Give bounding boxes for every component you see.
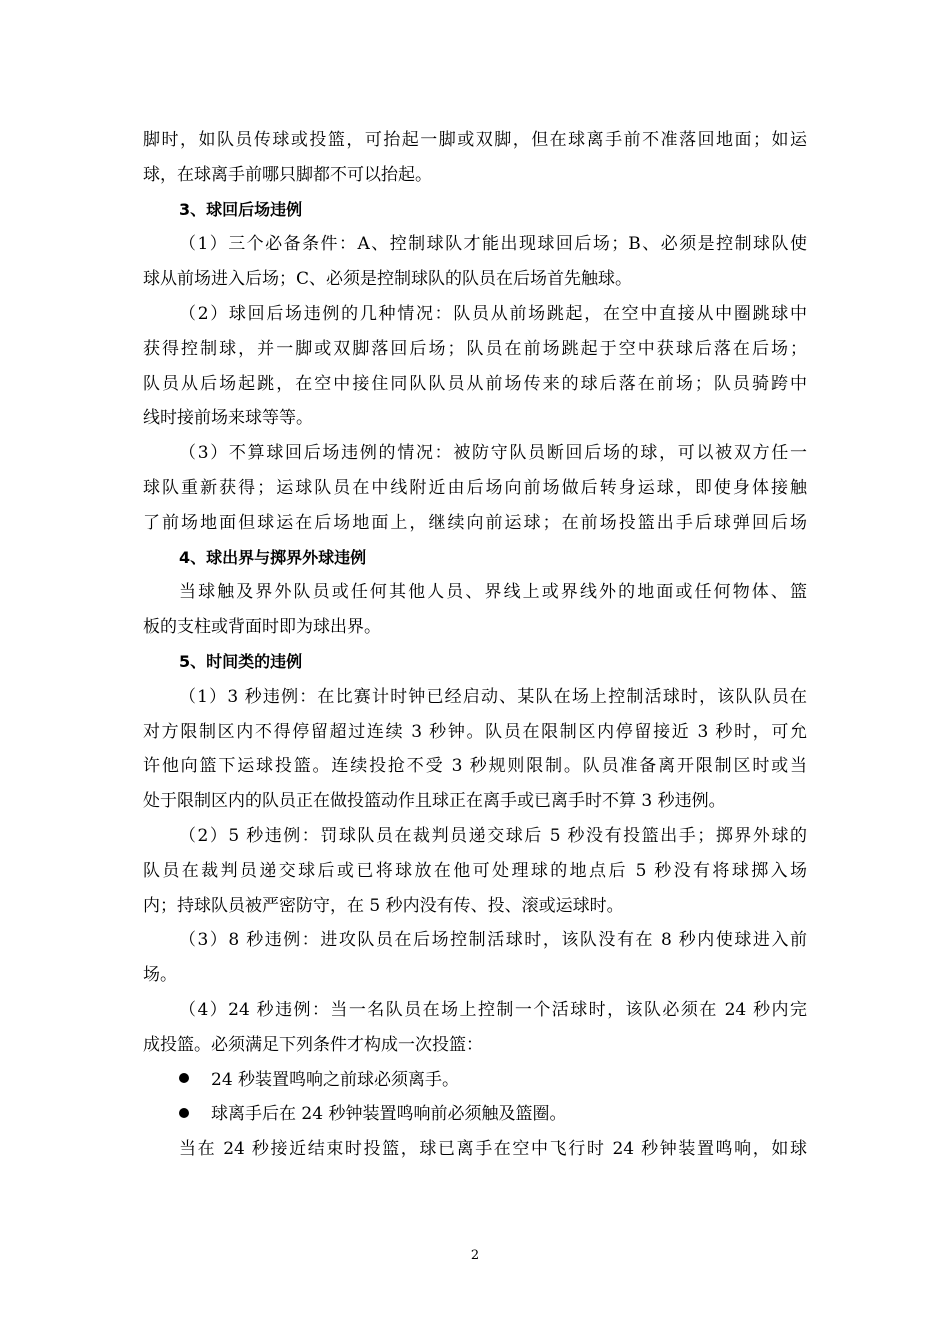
line-text: 许他向篮下运球投篮。连续投抢不受 3 秒规则限制。队员准备离开限制区时或当 <box>143 756 807 777</box>
paragraph-line <box>143 958 807 993</box>
section-heading <box>143 541 807 576</box>
line-text: 24 秒装置鸣响之前球必须离手。 <box>211 1069 460 1090</box>
line-text: 线时接前场来球等等。 <box>143 408 313 429</box>
line-text: （3）不算球回后场违例的情况：被防守队员断回后场的球，可以被双方任一 <box>179 443 807 464</box>
line-text: 队员在裁判员递交球后或已将球放在他可处理球的地点后 5 秒没有将球掷入场 <box>143 860 807 881</box>
paragraph-line <box>143 1132 807 1167</box>
bullet-item <box>143 1097 807 1132</box>
line-text: 3、球回后场违例 <box>179 199 303 219</box>
line-text: （4）24 秒违例：当一名队员在场上控制一个活球时，该队必须在 24 秒内完 <box>179 999 807 1020</box>
paragraph-line <box>143 784 807 819</box>
line-text: 当在 24 秒接近结束时投篮，球已离手在空中飞行时 24 秒钟装置鸣响，如球 <box>179 1139 807 1160</box>
line-text: 球，在球离手前哪只脚都不可以抬起。 <box>143 164 432 185</box>
paragraph-line <box>143 158 807 193</box>
line-text: （1）三个必备条件：A、控制球队才能出现球回后场；B、必须是控制球队使 <box>179 234 807 255</box>
line-text: （2）5 秒违例：罚球队员在裁判员递交球后 5 秒没有投篮出手；掷界外球的 <box>179 825 807 846</box>
line-text: 5、时间类的违例 <box>179 651 303 671</box>
paragraph-line <box>143 889 807 924</box>
bullet-icon <box>179 1108 189 1118</box>
paragraph-line <box>143 262 807 297</box>
document-body <box>143 123 807 1167</box>
page-number: 2 <box>470 1248 480 1263</box>
paragraph-line <box>143 575 807 610</box>
paragraph-line <box>143 332 807 367</box>
line-text: （2）球回后场违例的几种情况：队员从前场跳起，在空中直接从中圈跳球中 <box>179 303 807 324</box>
paragraph-line <box>143 436 807 471</box>
line-text: （1）3 秒违例：在比赛计时钟已经启动、某队在场上控制活球时，该队队员在 <box>179 686 807 707</box>
line-text: 当球触及界外队员或任何其他人员、界线上或界线外的地面或任何物体、篮 <box>179 582 807 603</box>
paragraph-line <box>143 923 807 958</box>
paragraph-line <box>143 610 807 645</box>
paragraph-line <box>143 123 807 158</box>
section-heading <box>143 645 807 680</box>
section-heading <box>143 193 807 228</box>
paragraph-line <box>143 401 807 436</box>
bullet-icon <box>179 1073 189 1083</box>
line-text: 脚时，如队员传球或投篮，可抬起一脚或双脚，但在球离手前不准落回地面；如运 <box>143 130 807 150</box>
paragraph-line <box>143 506 807 541</box>
line-text: 4、球出界与掷界外球违例 <box>179 547 367 567</box>
line-text: 处于限制区内的队员正在做投篮动作且球正在离手或已离手时不算 3 秒违例。 <box>143 791 726 812</box>
paragraph-line <box>143 471 807 506</box>
line-text: 球从前场进入后场；C、必须是控制球队的队员在后场首先触球。 <box>143 269 633 290</box>
line-text: 了前场地面但球运在后场地面上，继续向前运球；在前场投篮出手后球弹回后场 <box>143 512 807 533</box>
line-text: 获得控制球，并一脚或双脚落回后场；队员在前场跳起于空中获球后落在后场； <box>143 338 807 359</box>
paragraph-line <box>143 749 807 784</box>
paragraph-line <box>143 297 807 332</box>
paragraph-line <box>143 1028 807 1063</box>
line-text: 内；持球队员被严密防守，在 5 秒内没有传、投、滚或运球时。 <box>143 895 624 916</box>
paragraph-line <box>143 854 807 889</box>
paragraph-line <box>143 993 807 1028</box>
line-text: 成投篮。必须满足下列条件才构成一次投篮： <box>143 1034 483 1055</box>
line-text: 板的支柱或背面时即为球出界。 <box>143 617 381 638</box>
paragraph-line <box>143 227 807 262</box>
line-text: 球离手后在 24 秒钟装置鸣响前必须触及篮圈。 <box>211 1104 567 1125</box>
paragraph-line <box>143 680 807 715</box>
paragraph-line <box>143 715 807 750</box>
paragraph-line <box>143 367 807 402</box>
line-text: 队员从后场起跳，在空中接住同队队员从前场传来的球后落在前场；队员骑跨中 <box>143 373 807 394</box>
line-text: （3）8 秒违例：进攻队员在后场控制活球时，该队没有在 8 秒内使球进入前 <box>179 930 807 951</box>
paragraph-line <box>143 819 807 854</box>
line-text: 球队重新获得；运球队员在中线附近由后场向前场做后转身运球，即使身体接触 <box>143 477 807 498</box>
line-text: 场。 <box>143 965 177 986</box>
line-text: 对方限制区内不得停留超过连续 3 秒钟。队员在限制区内停留接近 3 秒时，可允 <box>143 721 807 742</box>
bullet-item <box>143 1063 807 1098</box>
